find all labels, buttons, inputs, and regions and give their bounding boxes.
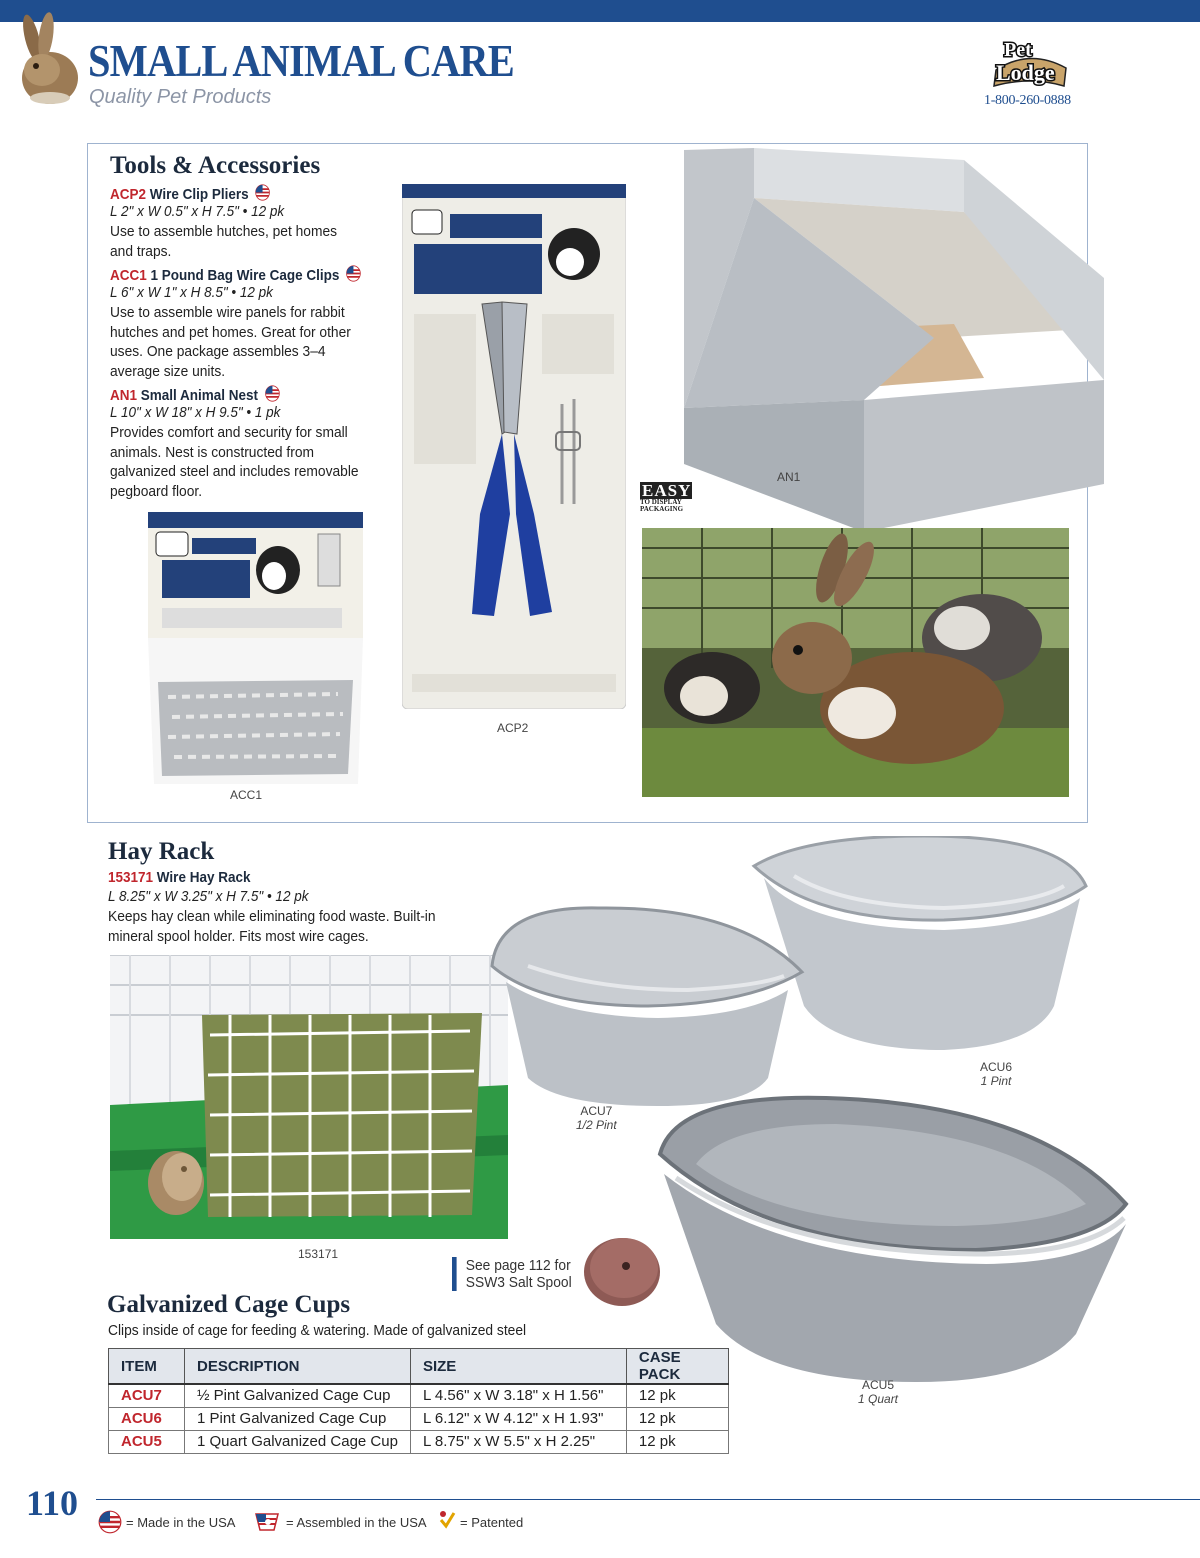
product-acp2-line <box>110 184 270 203</box>
product-name: Wire Clip Pliers <box>149 186 249 203</box>
legend-text: = Made in the USA <box>126 1514 236 1530</box>
table-cell-case-pack: 12 pk <box>626 1430 728 1453</box>
table-header-row <box>109 1349 729 1385</box>
product-code: 153171 <box>108 869 154 886</box>
hay-rack-image <box>110 955 508 1239</box>
image-label-acp2: ACP2 <box>497 721 529 735</box>
image-label-acu5 <box>858 1378 898 1406</box>
table-row <box>109 1407 729 1430</box>
acu5-size: 1 Quart <box>858 1392 899 1406</box>
made-in-usa-flag-icon <box>265 385 280 402</box>
salt-spool-note: See page 112 for SSW3 Salt Spool <box>452 1257 576 1291</box>
acu7-size: 1/2 Pint <box>576 1118 617 1132</box>
table-cell-size: L 4.56" x W 3.18" x H 1.56" <box>410 1384 626 1407</box>
cups-heading: Galvanized Cage Cups <box>107 1291 351 1318</box>
small-animal-nest-image <box>684 148 1104 532</box>
image-label-acu7 <box>576 1104 617 1132</box>
brand-phone: 1-800-260-0888 <box>984 93 1071 108</box>
patented-icon <box>438 1510 456 1534</box>
acu5-code: ACU5 <box>862 1378 895 1392</box>
pet-lodge-logo <box>990 34 1070 92</box>
easy-badge-subtext: TO DISPLAY PACKAGING <box>640 498 684 513</box>
made-in-usa-flag-icon <box>255 184 270 201</box>
column-header: DESCRIPTION <box>185 1349 411 1385</box>
image-label-acc1: ACC1 <box>230 788 263 802</box>
legend-assembled-in-usa <box>252 1510 427 1534</box>
product-dims: L 8.25" x W 3.25" x H 7.5" • 12 pk <box>108 888 309 905</box>
image-label-an1: AN1 <box>777 470 801 484</box>
product-name: Small Animal Nest <box>140 387 259 404</box>
table-cell-description: 1 Pint Galvanized Cage Cup <box>185 1407 411 1430</box>
product-desc: Provides comfort and security for small animals. Nest is constructed from galvanized steel and includes removable pegboard floor. <box>110 424 359 500</box>
table-cell-size: L 8.75" x W 5.5" x H 2.25" <box>410 1430 626 1453</box>
page-number: 110 <box>26 1483 79 1523</box>
rabbits-photo <box>642 528 1069 797</box>
top-color-bar <box>0 0 1200 22</box>
image-label-153171: 153171 <box>298 1247 339 1261</box>
product-desc: Keeps hay clean while eliminating food waste. Built-in mineral spool holder. Fits most wire cages. <box>108 908 436 945</box>
cups-intro: Clips inside of cage for feeding & watering. Made of galvanized steel <box>108 1322 527 1339</box>
table-row <box>109 1384 729 1407</box>
product-dims: L 6" x W 1" x H 8.5" • 12 pk <box>110 284 273 301</box>
product-name: 1 Pound Bag Wire Cage Clips <box>150 267 340 284</box>
made-in-usa-flag-icon <box>98 1510 122 1534</box>
acu7-code: ACU7 <box>580 1104 613 1118</box>
salt-spool-image <box>580 1230 662 1308</box>
table-cell-item: ACU5 <box>109 1430 185 1453</box>
cups-table <box>108 1348 729 1454</box>
legend-patented <box>438 1510 523 1534</box>
hay-heading: Hay Rack <box>108 838 215 865</box>
page-subtitle: Quality Pet Products <box>89 86 272 108</box>
image-label-acu6 <box>980 1060 1012 1088</box>
table-cell-item: ACU7 <box>109 1384 185 1407</box>
easy-display-badge <box>640 482 692 516</box>
column-header: ITEM <box>109 1349 185 1385</box>
wire-clip-pliers-card-image <box>402 184 626 709</box>
product-an1-line <box>110 385 280 404</box>
acu6-size: 1 Pint <box>980 1074 1012 1088</box>
product-dims: L 10" x W 18" x H 9.5" • 1 pk <box>110 404 281 421</box>
made-in-usa-flag-icon <box>346 265 361 282</box>
table-cell-description: ½ Pint Galvanized Cage Cup <box>185 1384 411 1407</box>
legend-text: = Patented <box>460 1514 524 1530</box>
column-header: SIZE <box>410 1349 626 1385</box>
table-cell-size: L 6.12" x W 4.12" x H 1.93" <box>410 1407 626 1430</box>
table-cell-item: ACU6 <box>109 1407 185 1430</box>
table-cell-case-pack: 12 pk <box>626 1407 728 1430</box>
table-cell-case-pack: 12 pk <box>626 1384 728 1407</box>
product-153171-line <box>108 869 250 886</box>
legend-text: = Assembled in the USA <box>286 1514 427 1530</box>
table-cell-description: 1 Quart Galvanized Cage Cup <box>185 1430 411 1453</box>
product-code: AN1 <box>110 387 138 404</box>
product-desc: Use to assemble hutches, pet homes and traps. <box>110 223 338 260</box>
wire-cage-clips-bag-image <box>148 512 363 784</box>
footer-rule <box>96 1499 1200 1500</box>
product-code: ACC1 <box>110 267 147 284</box>
brand-top-text: Pet <box>1004 39 1032 61</box>
legend-made-in-usa <box>98 1510 235 1534</box>
cage-cup-acu5-image <box>656 1094 1132 1382</box>
brand-bottom-text: Lodge <box>996 60 1055 85</box>
product-acc1-line <box>110 265 361 284</box>
easy-badge-text: EASY <box>642 481 692 500</box>
product-name: Wire Hay Rack <box>156 869 251 886</box>
rabbit-logo-icon <box>12 12 80 108</box>
tools-heading: Tools & Accessories <box>110 152 321 179</box>
acu6-code: ACU6 <box>980 1060 1013 1074</box>
column-header: CASE PACK <box>626 1349 728 1385</box>
assembled-in-usa-icon <box>252 1510 282 1534</box>
table-row <box>109 1430 729 1453</box>
product-desc: Use to assemble wire panels for rabbit hutches and pet homes. Great for other uses. One package assembles 3–4 average size units. <box>110 304 351 380</box>
product-code: ACP2 <box>110 186 147 203</box>
product-dims: L 2" x W 0.5" x H 7.5" • 12 pk <box>110 203 285 220</box>
cage-cup-acu7-image <box>488 906 806 1106</box>
page-title: SMALL ANIMAL CARE <box>88 35 514 86</box>
